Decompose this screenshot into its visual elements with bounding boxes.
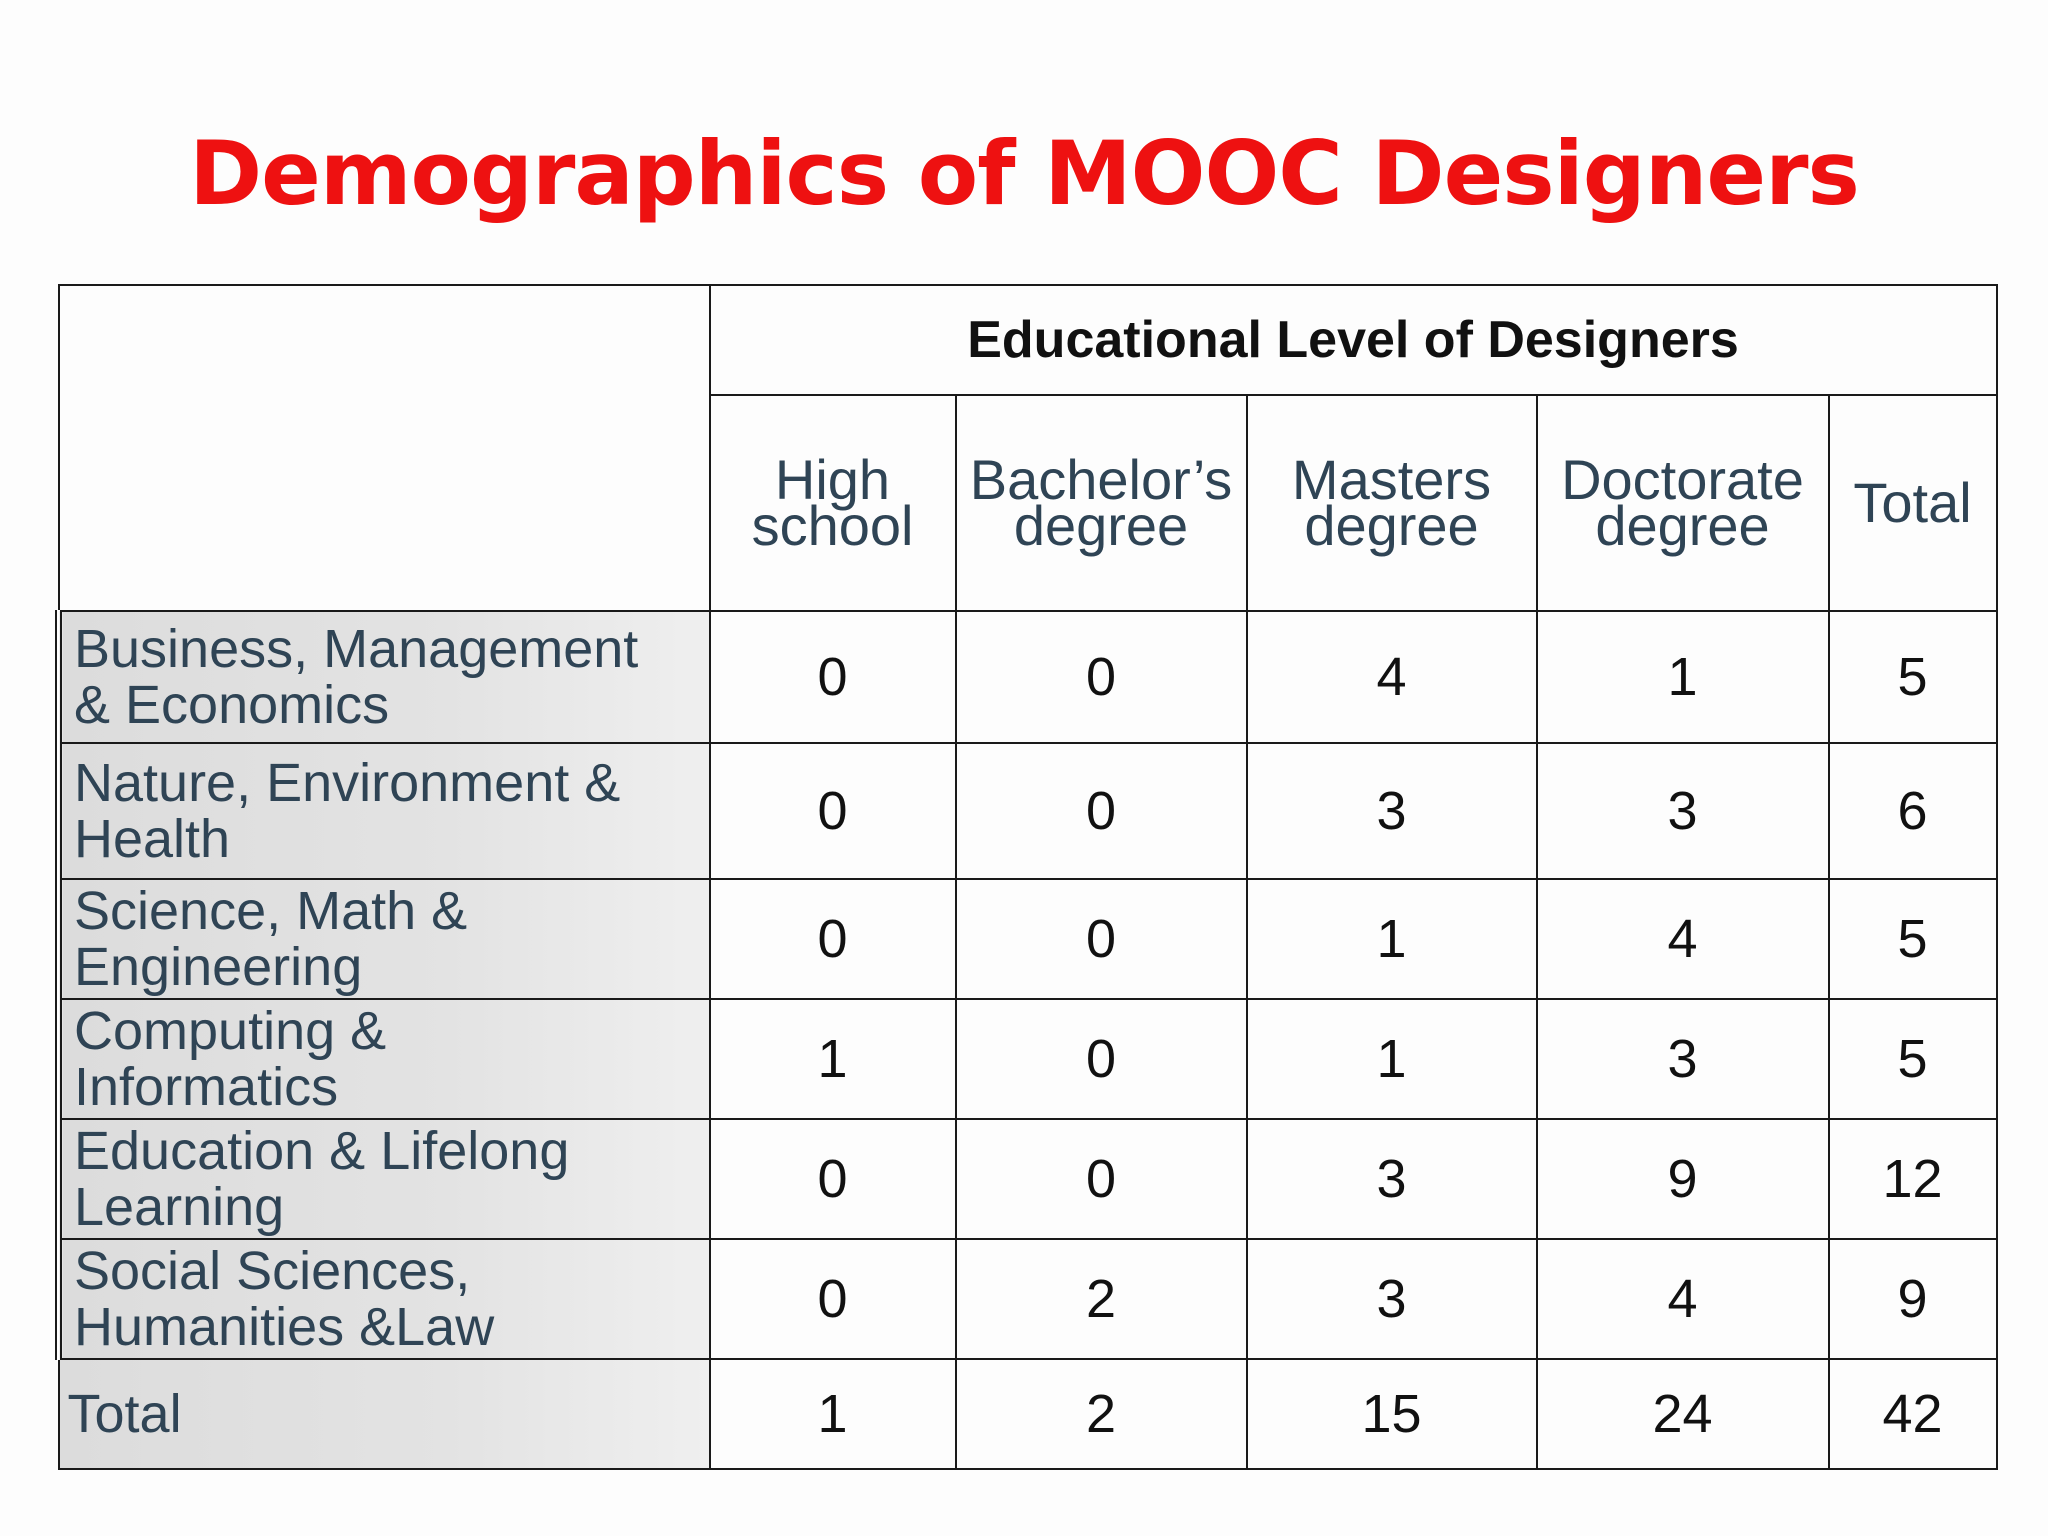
table-row — [59, 611, 1997, 743]
table-cell: 1 — [1247, 999, 1537, 1119]
corner-cell — [59, 285, 710, 611]
table-row — [59, 999, 1997, 1119]
table-row — [59, 743, 1997, 879]
table-cell: 0 — [956, 879, 1247, 999]
table-cell: 9 — [1537, 1119, 1829, 1239]
col-header-doctorate: Doctorate degree — [1537, 395, 1829, 611]
table-cell: 4 — [1247, 611, 1537, 743]
table-cell: 9 — [1829, 1239, 1997, 1359]
total-cell: 42 — [1829, 1359, 1997, 1469]
table-row — [59, 1119, 1997, 1239]
table-cell: 3 — [1247, 1119, 1537, 1239]
col-header-high-school: High school — [710, 395, 956, 611]
table-row — [59, 1239, 1997, 1359]
row-header: Science, Math & Engineering — [59, 879, 710, 999]
total-cell: 24 — [1537, 1359, 1829, 1469]
table-cell: 0 — [710, 1119, 956, 1239]
row-header: Social Sciences, Humanities &Law — [59, 1239, 710, 1359]
col-header-masters: Masters degree — [1247, 395, 1537, 611]
row-header: Education & Lifelong Learning — [59, 1119, 710, 1239]
table-cell: 0 — [710, 743, 956, 879]
table-cell: 12 — [1829, 1119, 1997, 1239]
table-cell: 2 — [956, 1239, 1247, 1359]
table-row — [59, 879, 1997, 999]
total-row — [59, 1359, 1997, 1469]
table-cell: 5 — [1829, 611, 1997, 743]
table-cell: 0 — [956, 743, 1247, 879]
table-cell: 5 — [1829, 879, 1997, 999]
row-header: Nature, Environment & Health — [59, 743, 710, 879]
table-cell: 0 — [710, 879, 956, 999]
total-cell: 1 — [710, 1359, 956, 1469]
row-header: Computing & Informatics — [59, 999, 710, 1119]
table-cell: 0 — [956, 999, 1247, 1119]
table-cell: 3 — [1537, 743, 1829, 879]
table-cell: 3 — [1247, 743, 1537, 879]
total-cell: 2 — [956, 1359, 1247, 1469]
table-cell: 0 — [956, 1119, 1247, 1239]
table-cell: 3 — [1247, 1239, 1537, 1359]
table-cell: 0 — [956, 611, 1247, 743]
col-header-total: Total — [1829, 395, 1997, 611]
slide-title: Demographics of MOOC Designers — [189, 122, 1859, 225]
table-cell: 6 — [1829, 743, 1997, 879]
table-cell: 4 — [1537, 879, 1829, 999]
table-cell: 3 — [1537, 999, 1829, 1119]
total-cell: 15 — [1247, 1359, 1537, 1469]
table-cell: 1 — [1537, 611, 1829, 743]
total-row-header: Total — [59, 1359, 710, 1469]
row-header: Business, Management & Economics — [59, 611, 710, 743]
col-header-bachelors: Bachelor’s degree — [956, 395, 1247, 611]
table-cell: 5 — [1829, 999, 1997, 1119]
table-cell: 0 — [710, 611, 956, 743]
demographics-table — [55, 284, 1998, 1470]
group-header: Educational Level of Designers — [710, 285, 1997, 395]
table-cell: 0 — [710, 1239, 956, 1359]
table-cell: 1 — [710, 999, 956, 1119]
table-cell: 1 — [1247, 879, 1537, 999]
table-cell: 4 — [1537, 1239, 1829, 1359]
